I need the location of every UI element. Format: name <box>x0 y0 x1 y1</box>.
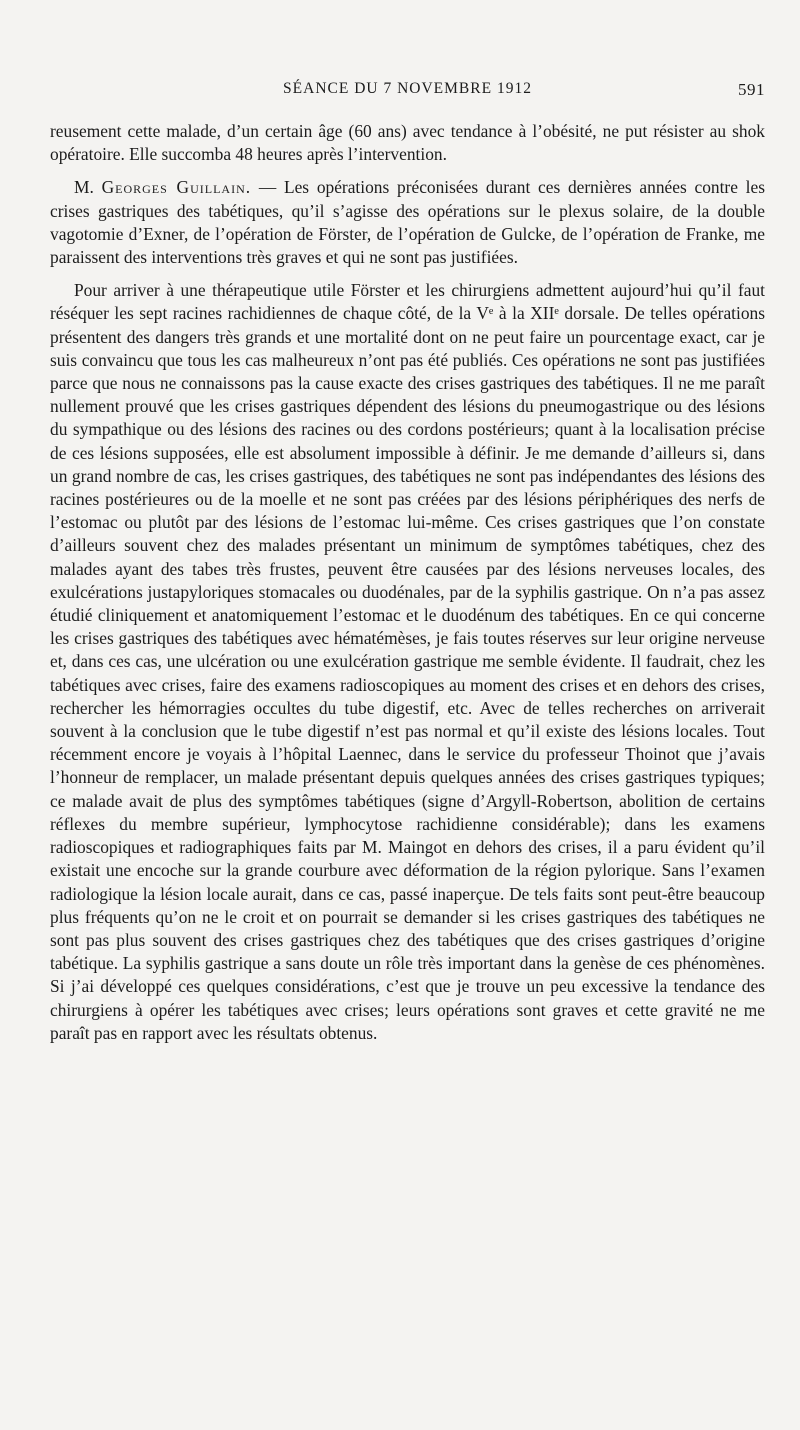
paragraph-text: — Les opérations préconisées durant ces dernières années contre les crises gastriques des tabétiques, qu’il s’agisse des opérations sur le plexus solaire, de la double vagotomie d’Exner, de l’opération de Förster, de l’opération de Gulcke, de l’opération de Franke, me paraissent des interventions très graves et qui ne sont pas justifiées. <box>50 177 765 268</box>
body-text <box>50 120 765 1045</box>
paragraph-continuation: reusement cette malade, d’un certain âge (60 ans) avec tendance à l’obésité, ne put résister au shok opératoire. Elle succomba 48 heures après l’intervention. <box>50 121 765 165</box>
paragraph-guillain-intro <box>50 176 765 269</box>
paragraph-main: Pour arriver à une thérapeutique utile Förster et les chirurgiens admettent aujourd’hui qu’il faut réséquer les sept racines rachidiennes de chaque côté, de la Vᵉ à la XIIᵉ dorsale. De telles opérations présentent des dangers très grands et une mortalité dont on ne peut faire un pourcentage exact, car je suis convaincu que tous les cas malheureux n’ont pas été publiés. Ces opérations ne sont pas justifiées parce que nous ne connaissons pas la cause exacte des crises gastriques des tabétiques. Il ne me paraît nullement prouvé que les crises gastriques dépendent des lésions du pneumogastrique ou des lésions du sympathique ou des lésions des racines ou des cordons postérieurs; quant à la localisation précise de ces lésions supposées, elle est absolument impossible à définir. Je me demande d’ailleurs si, dans un grand nombre de cas, les crises gastriques, des tabétiques ne sont pas indépendantes des lésions des racines postérieures ou de la moelle et ne sont pas créées par des lésions périphériques des nerfs de l’estomac ou plutôt par des lésions de l’estomac lui-même. Ces crises gastriques que l’on constate d’ailleurs souvent chez des malades présentant un minimum de symptômes tabétiques, chez des malades ayant des tabes très frustes, peuvent être causées par des lésions nerveuses locales, des exulcérations justapyloriques stomacales ou duodénales, par de la syphilis gastrique. On n’a pas assez étudié cliniquement et anatomiquement l’estomac et le duodénum des tabétiques. En ce qui concerne les crises gastriques des tabétiques avec hématémèses, je fais toutes réserves sur leur origine nerveuse et, dans ces cas, une ulcération ou une exulcération gastrique me semble évidente. Il faudrait, chez les tabétiques avec crises, faire des examens radioscopiques au moment des crises et en dehors des crises, rechercher les hémorragies occultes du tube digestif, etc. Avec de telles recherches on arriverait souvent à la conclusion que le tube digestif n’est pas normal et qu’il existe des lésions locales. Tout récemment encore je voyais à l’hôpital Laennec, dans le service du professeur Thoinot que j’avais l’honneur de remplacer, un malade présentant depuis quelques années des crises gastriques typiques; ce malade avait de plus des symptômes tabétiques (signe d’Argyll-Robertson, abolition de certains réflexes du membre supérieur, lymphocytose rachidienne considérable); dans les examens radioscopiques et radiographiques faits par M. Maingot en dehors des crises, il a paru évident qu’il existait une encoche sur la grande courbure avec déformation de la région pylorique. Sans l’examen radiologique la lésion locale aurait, dans ce cas, passé inaperçue. De tels faits sont peut-être beaucoup plus fréquents qu’on ne le croit et on pourrait se demander si les crises gastriques des tabétiques ne sont pas plus souvent des crises gastriques chez des tabétiques que des crises gastriques d’origine tabétique. La syphilis gastrique a sans doute un rôle très important dans la genèse de ces phénomènes. Si j’ai développé ces quelques considérations, c’est que je trouve un peu excessive la tendance des chirurgiens à opérer les tabétiques avec crises; leurs opérations sont graves et cette gravité ne me paraît pas en rapport avec les résultats obtenus. <box>50 280 765 1043</box>
running-header <box>50 80 765 104</box>
page-number: 591 <box>738 80 765 99</box>
speaker-name: Georges Guillain. <box>101 177 252 198</box>
running-title: SÉANCE DU 7 NOVEMBRE 1912 <box>283 80 532 97</box>
speaker-prefix: M. <box>74 177 102 198</box>
